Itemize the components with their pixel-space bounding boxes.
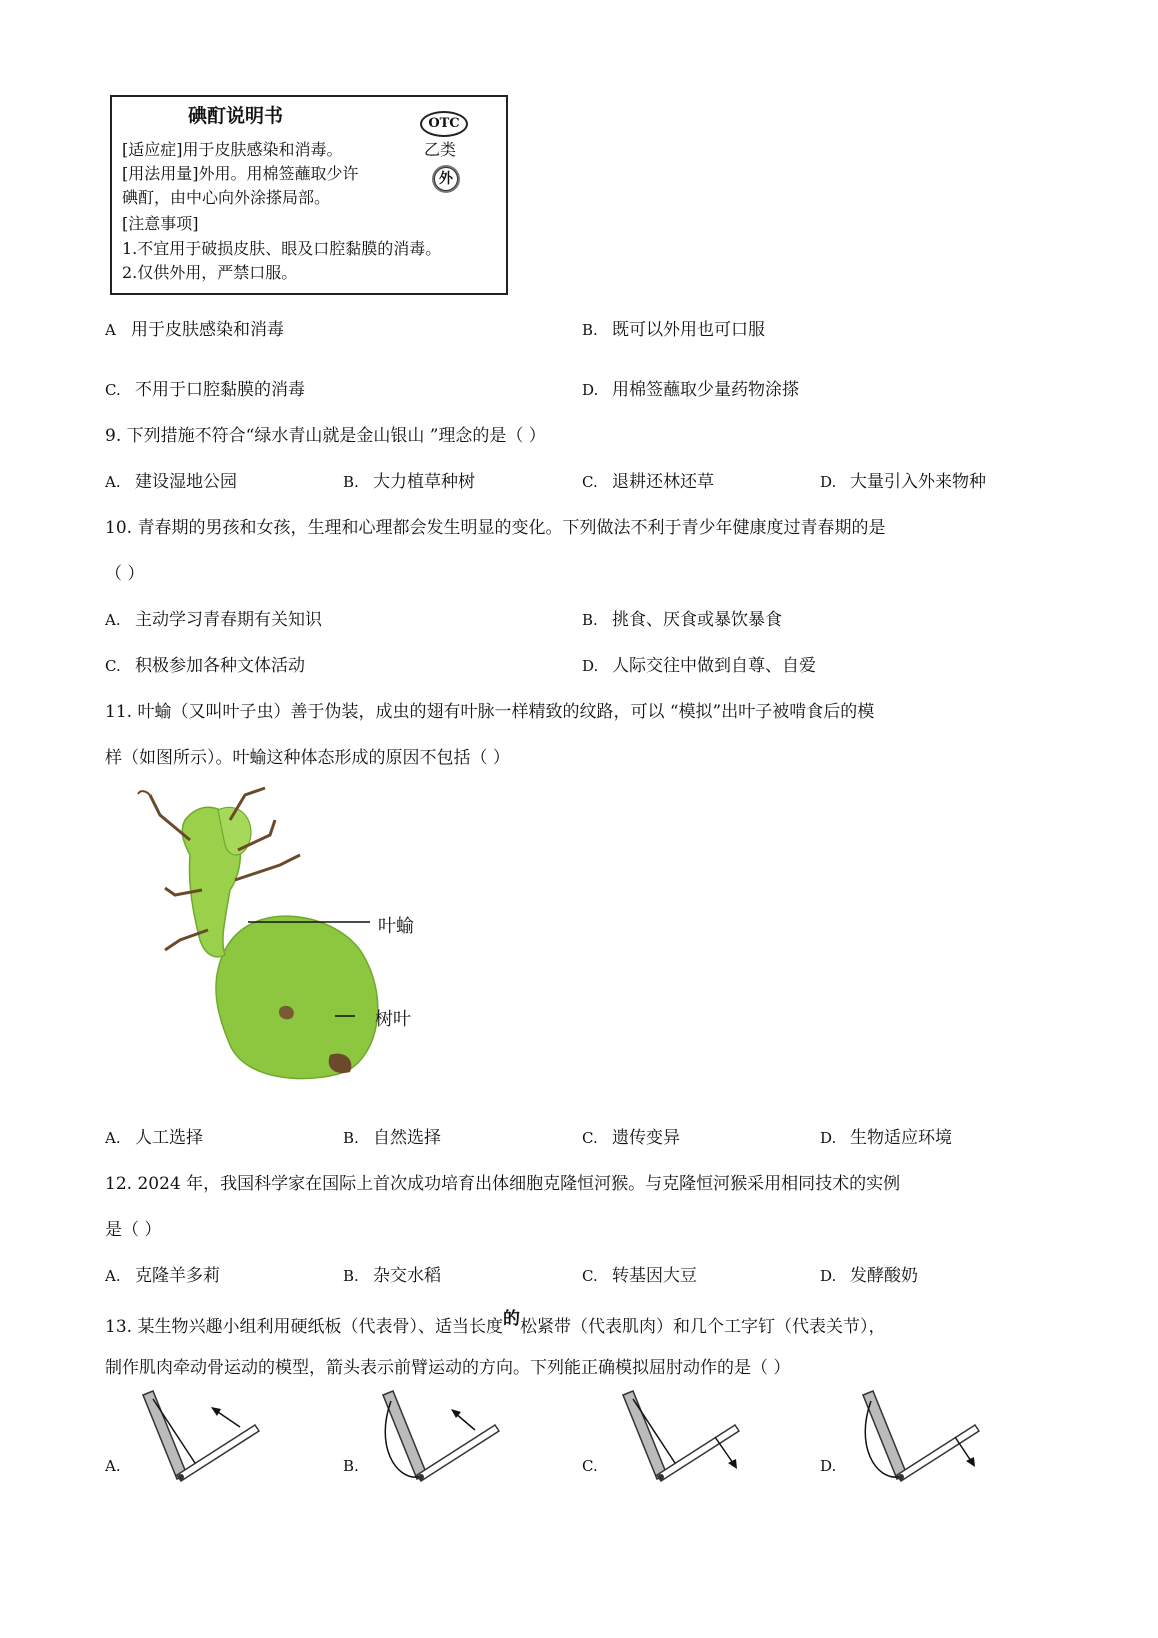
q12-stem-line-1: 12. 2024 年，我国科学家在国际上首次成功培育出体细胞克隆恒河猴。与克隆恒河猴采用相同技术的实例 — [105, 1174, 901, 1194]
q13-stem-line-1: 13. 某生物兴趣小组利用硬纸板（代表骨）、适当长度的松紧带（代表肌肉）和几个工字钉（代表关节）， — [105, 1309, 886, 1337]
figure-label-leaf-insect: 叶蝓 — [378, 916, 414, 937]
q13-option-c-label: C. — [582, 1457, 598, 1475]
q10-options-row-2: C. 积极参加各种文体活动 D. 人际交往中做到自尊、自爱 — [105, 656, 816, 676]
q10-option-b: 挑食、厌食或暴饮暴食 — [612, 610, 782, 630]
q13-option-a-label: A. — [105, 1457, 121, 1475]
external-use-icon: 外 — [432, 165, 460, 193]
q8-options-row-2 — [0, 375, 1158, 399]
q11-stem-line-1: 11. 叶蝓（又叫叶子虫）善于伪装，成虫的翅有叶脉一样精致的纹路，可以 “模拟”出叶子被啃食后的模 — [105, 702, 875, 722]
figure-label-leaf: 树叶 — [375, 1009, 411, 1030]
q11-option-c: 遗传变异 — [612, 1128, 680, 1148]
box-line-2: [用法用量]外用。用棉签蘸取少许 — [122, 164, 359, 183]
q12-options: A. 克隆羊多莉 B. 杂交水稻 C. 转基因大豆 D. 发酵酸奶 — [105, 1266, 918, 1286]
q12-stem-line-2: 是（ ） — [105, 1220, 162, 1240]
box-line-1: [适应症]用于皮肤感染和消毒。 — [122, 140, 343, 159]
q13-model-d[interactable] — [855, 1385, 985, 1495]
option-label: A — [105, 321, 116, 339]
q10-stem-line-2: （ ） — [105, 564, 145, 584]
q10-stem-line-1: 10. 青春期的男孩和女孩，生理和心理都会发生明显的变化。下列做法不利于青少年健康度过青春期的是 — [105, 518, 886, 538]
q10-option-a: 主动学习青春期有关知识 — [135, 610, 322, 630]
q9-option-b: 大力植草种树 — [373, 472, 475, 492]
q10-option-d: 人际交往中做到自尊、自爱 — [612, 656, 816, 676]
q9-option-a: 建设湿地公园 — [135, 472, 237, 492]
q8-option-b: 既可以外用也可口服 — [612, 320, 765, 340]
iodine-instruction-box — [110, 95, 508, 295]
q9-option-d: 大量引入外来物种 — [850, 472, 986, 492]
otc-badge: OTC — [420, 111, 468, 137]
q8-option-d: 用棉签蘸取少量药物涂搽 — [612, 380, 799, 400]
box-line-4: [注意事项] — [122, 214, 199, 233]
q12-option-b: 杂交水稻 — [373, 1266, 441, 1286]
box-title: 碘酊说明书 — [188, 105, 284, 127]
option-label: B. — [582, 321, 598, 339]
q9-option-c: 退耕还林还草 — [612, 472, 714, 492]
q13-option-d-label: D. — [820, 1457, 837, 1475]
q11-option-d: 生物适应环境 — [850, 1128, 952, 1148]
q13-option-b-label: B. — [343, 1457, 359, 1475]
q12-option-a: 克隆羊多莉 — [135, 1266, 220, 1286]
q8-option-c: 不用于口腔黏膜的消毒 — [135, 380, 305, 400]
q8-option-a: 用于皮肤感染和消毒 — [131, 320, 284, 340]
q11-stem-line-2: 样（如图所示）。叶蝓这种体态形成的原因不包括（ ） — [105, 748, 510, 768]
category-label: 乙类 — [424, 140, 457, 159]
q11-options: A. 人工选择 B. 自然选择 C. 遗传变异 D. 生物适应环境 — [105, 1128, 952, 1148]
q10-options-row-1: A. 主动学习青春期有关知识 B. 挑食、厌食或暴饮暴食 — [105, 610, 782, 630]
q13-model-b[interactable] — [375, 1385, 505, 1495]
q11-option-a: 人工选择 — [135, 1128, 203, 1148]
option-label: C. — [105, 381, 121, 399]
option-label: D. — [582, 381, 599, 399]
q13-model-c[interactable] — [615, 1385, 745, 1495]
q11-option-b: 自然选择 — [373, 1128, 441, 1148]
box-line-3: 碘酊，由中心向外涂搽局部。 — [122, 188, 331, 207]
box-line-6: 2.仅供外用，严禁口服。 — [122, 263, 298, 282]
box-line-5: 1.不宜用于破损皮肤、眼及口腔黏膜的消毒。 — [122, 239, 442, 258]
q13-stem-line-2: 制作肌肉牵动骨运动的模型，箭头表示前臂运动的方向。下列能正确模拟屈肘动作的是（ ） — [105, 1358, 791, 1378]
q12-option-c: 转基因大豆 — [612, 1266, 697, 1286]
q9-stem: 9. 下列措施不符合“绿水青山就是金山银山 ”理念的是（ ） — [105, 426, 546, 446]
q13-model-a[interactable] — [135, 1385, 265, 1495]
q9-options: A. 建设湿地公园 B. 大力植草种树 C. 退耕还林还草 D. 大量引入外来物种 — [105, 472, 986, 492]
q8-options-row-1 — [0, 315, 1158, 339]
q10-option-c: 积极参加各种文体活动 — [135, 656, 305, 676]
q12-option-d: 发酵酸奶 — [850, 1266, 918, 1286]
